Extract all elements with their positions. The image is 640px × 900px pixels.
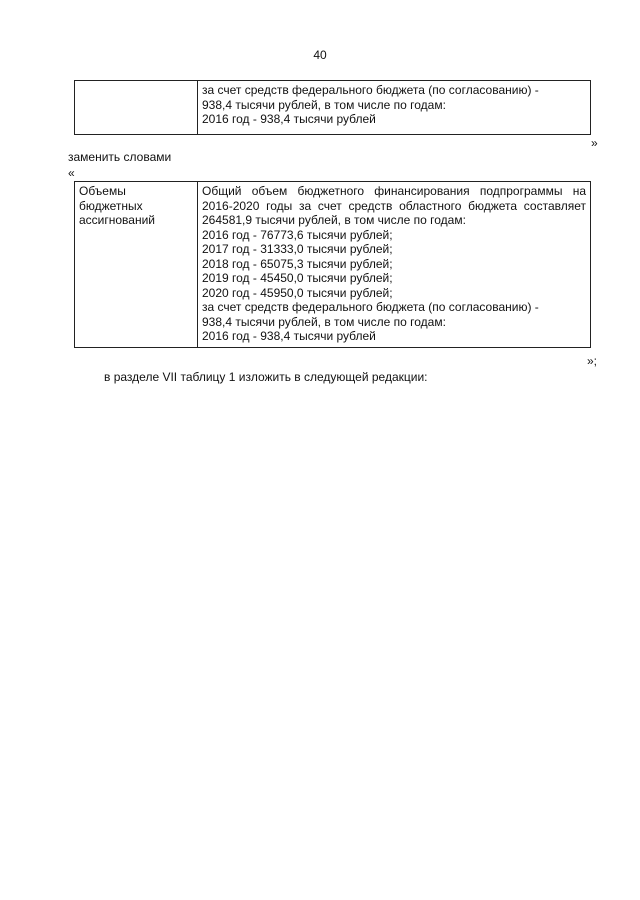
content-cell xyxy=(198,182,591,348)
content-line: 2016 год - 938,4 тысячи рублей xyxy=(202,329,376,343)
content-line: 2016-2020 годы за счет средств областного бюджета составляет xyxy=(202,198,586,213)
content-line: 938,4 тысячи рублей, в том числе по годам: xyxy=(202,314,446,329)
content-cell xyxy=(198,81,591,135)
content-line: 2019 год - 45450,0 тысячи рублей; xyxy=(202,271,393,285)
label-cell xyxy=(75,81,198,135)
label-line: Объемы xyxy=(79,184,126,198)
label-line: ассигнований xyxy=(79,213,156,227)
closing-quote-semicolon: »; xyxy=(587,354,598,368)
label-line: бюджетных xyxy=(79,198,143,213)
replace-phrase: заменить словами xyxy=(68,150,172,164)
table-row xyxy=(75,81,591,135)
closing-quote: » xyxy=(591,136,598,150)
opening-quote: « xyxy=(68,166,75,180)
page-number: 40 xyxy=(313,48,327,62)
table-row xyxy=(75,182,591,348)
content-line: за счет средств федерального бюджета (по согласованию) - xyxy=(202,83,539,97)
content-line: Общий объем бюджетного финансирования подпрограммы на xyxy=(202,184,586,198)
content-line: 938,4 тысячи рублей, в том числе по годам: xyxy=(202,97,446,112)
content-line: 2016 год - 938,4 тысячи рублей xyxy=(202,112,376,126)
content-line: за счет средств федерального бюджета (по согласованию) - xyxy=(202,300,539,314)
new-text-table xyxy=(74,181,591,348)
content-line: 2020 год - 45950,0 тысячи рублей; xyxy=(202,285,393,300)
content-line: 264581,9 тысячи рублей, в том числе по годам: xyxy=(202,213,466,227)
old-text-table xyxy=(74,80,591,135)
content-line: 2017 год - 31333,0 тысячи рублей; xyxy=(202,242,393,256)
label-cell xyxy=(75,182,198,348)
content-line: 2018 год - 65075,3 тысячи рублей; xyxy=(202,256,393,271)
instruction-text: в разделе VII таблицу 1 изложить в следующей редакции: xyxy=(104,370,428,384)
content-line: 2016 год - 76773,6 тысячи рублей; xyxy=(202,227,393,242)
